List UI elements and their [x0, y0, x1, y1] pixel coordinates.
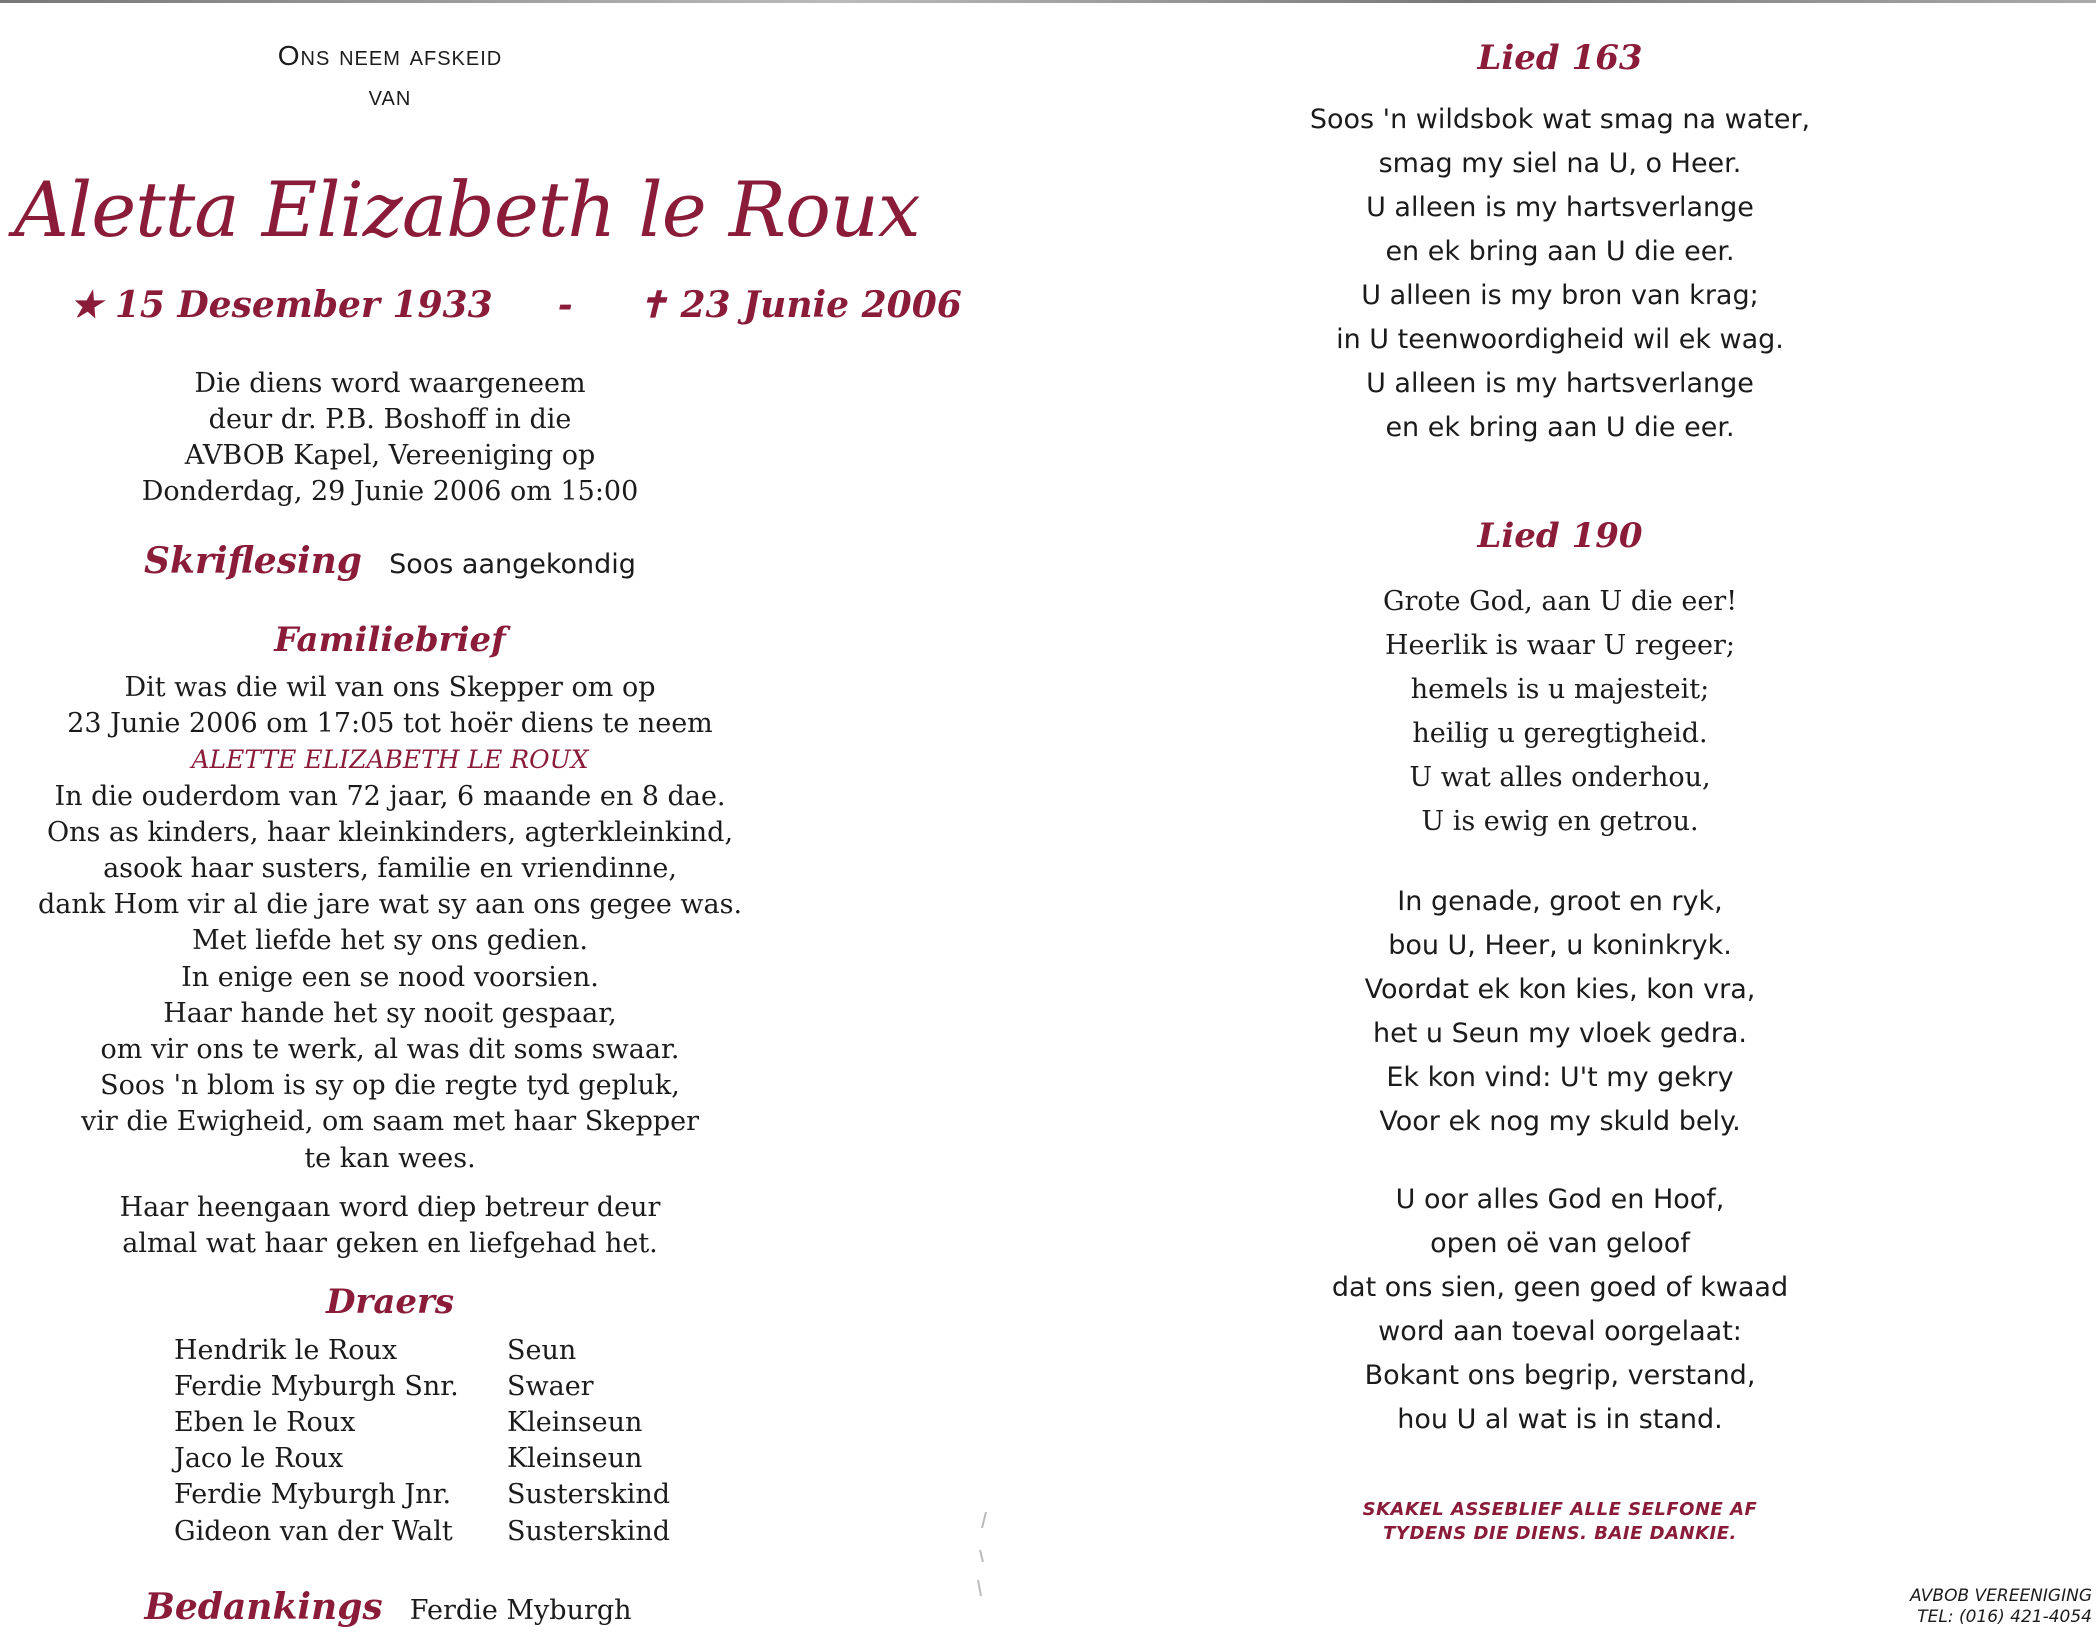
service-line: AVBOB Kapel, Vereeniging op — [184, 440, 596, 471]
top-edge-line — [0, 0, 2096, 3]
verse-line: dat ons sien, geen goed of kwaad — [1331, 1272, 1789, 1303]
letter-line: dank Hom vir al die jare wat sy aan ons gegee was. — [37, 889, 743, 921]
bearer-relation: Kleinseun — [507, 1443, 643, 1475]
thanks-value: Ferdie Myburgh — [409, 1595, 632, 1626]
scripture-value: Soos aangekondig — [389, 549, 636, 580]
verse-line: U alleen is my hartsverlange — [1366, 368, 1754, 399]
bearer-name: Jaco le Roux — [174, 1443, 344, 1475]
family-letter-title: Familiebrief — [274, 620, 506, 660]
life-dates — [70, 284, 962, 326]
hymn-1-title: Lied 163 — [1477, 38, 1643, 78]
date-separator: - — [557, 284, 573, 326]
verse-line: In genade, groot en ryk, — [1397, 886, 1723, 917]
birth-date: 15 Desember 1933 — [114, 284, 493, 326]
family-letter-body — [0, 670, 780, 1177]
verse-line: het u Seun my vloek gedra. — [1373, 1018, 1747, 1049]
scripture-reading — [0, 540, 780, 582]
letter-line: Met liefde het sy ons gedien. — [192, 925, 588, 957]
letter-line: te kan wees. — [304, 1142, 476, 1174]
verse-line: hou U al wat is in stand. — [1397, 1404, 1723, 1435]
letter-line: 23 Junie 2006 om 17:05 tot hoër diens te neem — [67, 708, 713, 740]
letter-line: asook haar susters, familie en vriendinne, — [103, 853, 677, 885]
letter-line: Haar hande het sy nooit gespaar, — [163, 997, 617, 1029]
table-row — [174, 1368, 670, 1404]
verse-line: en ek bring aan U die eer. — [1385, 412, 1735, 443]
bearer-relation: Susterskind — [507, 1515, 671, 1547]
verse-line: Bokant ons begrip, verstand, — [1364, 1360, 1756, 1391]
verse-line: Grote God, aan U die eer! — [1382, 586, 1738, 617]
farewell-line-2: van — [368, 80, 412, 111]
hymn-2-verse-1 — [1180, 580, 1940, 844]
bearer-name: Gideon van der Walt — [174, 1515, 453, 1547]
hymn-1-verse — [1180, 98, 1940, 450]
verse-line: U alleen is my bron van krag; — [1361, 280, 1759, 311]
bearers-table — [174, 1332, 670, 1549]
farewell-heading — [0, 36, 780, 116]
verse-line: Heerlik is waar U regeer; — [1385, 630, 1735, 661]
hymn-2-verse-2 — [1180, 880, 1940, 1144]
mourning-note — [0, 1190, 780, 1262]
service-line: deur dr. P.B. Boshoff in die — [208, 404, 572, 435]
mourning-line: Haar heengaan word diep betreur deur — [119, 1192, 661, 1223]
verse-line: U is ewig en getrou. — [1421, 806, 1699, 837]
letter-line: Soos 'n blom is sy op die regte tyd gepluk, — [100, 1070, 680, 1102]
letter-name-caps: ALETTE ELIZABETH LE ROUX — [191, 745, 589, 775]
hymn-2-title: Lied 190 — [1477, 516, 1643, 556]
deceased-name: Aletta Elizabeth le Roux — [14, 165, 920, 254]
service-details — [0, 366, 780, 510]
verse-line: Voor ek nog my skuld bely. — [1379, 1106, 1741, 1137]
bearer-name: Ferdie Myburgh Jnr. — [174, 1479, 452, 1511]
verse-line: bou U, Heer, u koninkryk. — [1388, 930, 1732, 961]
verse-line: open oë van geloof — [1430, 1228, 1690, 1259]
verse-line: word aan toeval oorgelaat: — [1378, 1316, 1742, 1347]
scripture-label: Skriflesing — [144, 540, 362, 582]
contact-line: TEL: (016) 421-4054 — [1917, 1607, 2092, 1627]
notice-line: SKAKEL ASSEBLIEF ALLE SELFONE AF — [1362, 1499, 1758, 1520]
verse-line: hemels is u majesteit; — [1410, 674, 1710, 705]
contact-line: AVBOB VEREENIGING — [1910, 1586, 2092, 1606]
verse-line: smag my siel na U, o Heer. — [1378, 148, 1742, 179]
fold-crease-mark — [972, 1510, 992, 1600]
table-row — [174, 1404, 670, 1440]
cross-icon: ✝ — [637, 284, 668, 326]
verse-line: in U teenwoordigheid wil ek wag. — [1336, 324, 1784, 355]
star-icon: ★ — [70, 284, 103, 326]
death-date: 23 Junie 2006 — [680, 284, 962, 326]
letter-line: vir die Ewigheid, om saam met haar Skepper — [80, 1106, 700, 1138]
service-line: Donderdag, 29 Junie 2006 om 15:00 — [141, 476, 639, 507]
table-row — [174, 1332, 670, 1368]
verse-line: Ek kon vind: U't my gekry — [1386, 1062, 1734, 1093]
table-row — [174, 1513, 670, 1549]
thanks-label: Bedankings — [144, 1586, 383, 1628]
letter-line: In die ouderdom van 72 jaar, 6 maande en 8 dae. — [54, 780, 726, 812]
verse-line: U oor alles God en Hoof, — [1395, 1184, 1725, 1215]
hymn-2-verse-3 — [1180, 1178, 1940, 1442]
bearer-relation: Seun — [507, 1334, 577, 1366]
verse-line: heilig u geregtigheid. — [1412, 718, 1708, 749]
verse-line: U alleen is my hartsverlange — [1366, 192, 1754, 223]
cellphone-notice — [1180, 1498, 1940, 1546]
bearer-relation: Swaer — [507, 1370, 594, 1402]
table-row — [174, 1477, 670, 1513]
table-row — [174, 1441, 670, 1477]
letter-line: Ons as kinders, haar kleinkinders, agterkleinkind, — [46, 816, 734, 848]
letter-line: In enige een se nood voorsien. — [181, 961, 599, 993]
bearer-relation: Kleinseun — [507, 1406, 643, 1438]
verse-line: Soos 'n wildsbok wat smag na water, — [1309, 104, 1811, 135]
mourning-line: almal wat haar geken en liefgehad het. — [122, 1228, 658, 1259]
bearer-name: Ferdie Myburgh Snr. — [174, 1370, 459, 1402]
service-line: Die diens word waargeneem — [194, 368, 586, 399]
bearer-name: Eben le Roux — [174, 1406, 356, 1438]
farewell-line-1: Ons neem afskeid — [277, 40, 503, 71]
funeral-home-contact — [1910, 1586, 2092, 1628]
notice-line: TYDENS DIE DIENS. BAIE DANKIE. — [1383, 1523, 1737, 1544]
verse-line: U wat alles onderhou, — [1409, 762, 1711, 793]
letter-line: om vir ons te werk, al was dit soms swaar. — [100, 1034, 680, 1066]
bearer-relation: Susterskind — [507, 1479, 671, 1511]
thanks-row — [0, 1586, 778, 1628]
bearers-title: Draers — [325, 1282, 455, 1322]
verse-line: Voordat ek kon kies, kon vra, — [1364, 974, 1756, 1005]
bearer-name: Hendrik le Roux — [174, 1334, 398, 1366]
verse-line: en ek bring aan U die eer. — [1385, 236, 1735, 267]
letter-line: Dit was die wil van ons Skepper om op — [124, 672, 656, 703]
